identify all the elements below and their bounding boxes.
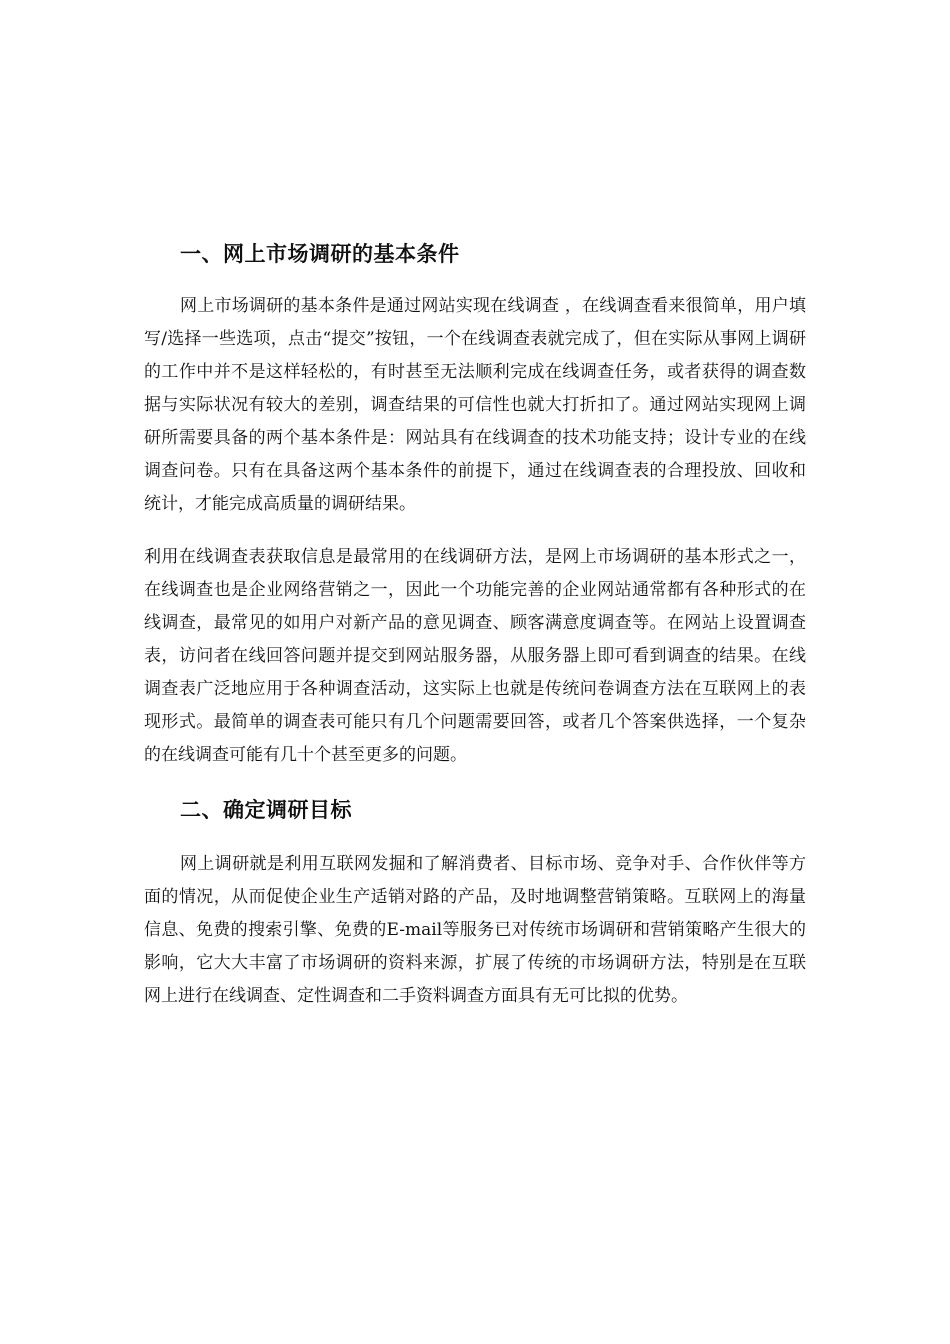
section-2-heading: 二、确定调研目标 — [180, 798, 352, 822]
section-1-heading: 一、网上市场调研的基本条件 — [180, 242, 460, 266]
section-1-paragraph-1: 网上市场调研的基本条件是通过网站实现在线调查 ，在线调查看来很简单，用户填写/选择一些选项，点击“提交”按钮，一个在线调查表就完成了，但在实际从事网上调研的工作中并不是这样轻松的，有时甚至无法顺利完成在线调查任务，或者获得的调查数据与实际状况有较大的差别，调查结果的可信性也就大打折扣了。通过网站实现网上调研所需要具备的两个基本条件是：网站具有在线调查的技术功能支持；设计专业的在线调查问卷。只有在具备这两个基本条件的前提下，通过在线调查表的合理投放、回收和统计，才能完成高质量的调研结果。 — [144, 296, 806, 514]
document-body — [144, 238, 806, 1013]
section-2-paragraph-1: 网上调研就是利用互联网发掘和了解消费者、目标市场、竞争对手、合作伙伴等方面的情况，从而促使企业生产适销对路的产品，及时地调整营销策略。互联网上的海量信息、免费的搜索引擎、免费的E-mail等服务已对传统市场调研和营销策略产生很大的影响，它大大丰富了市场调研的资料来源，扩展了传统的市场调研方法，特别是在互联网上进行在线调查、定性调查和二手资料调查方面具有无可比拟的优势。 — [144, 854, 806, 1006]
section-1-paragraph-2: 利用在线调查表获取信息是最常用的在线调研方法，是网上市场调研的基本形式之一，在线调查也是企业网络营销之一，因此一个功能完善的企业网站通常都有各种形式的在线调查，最常见的如用户对新产品的意见调查、顾客满意度调查等。在网站上设置调查表，访问者在线回答问题并提交到网站服务器，从服务器上即可看到调查的结果。在线调查表广泛地应用于各种调查活动，这实际上也就是传统问卷调查方法在互联网上的表现形式。最简单的调查表可能只有几个问题需要回答，或者几个答案供选择，一个复杂的在线调查可能有几十个甚至更多的问题。 — [144, 547, 806, 765]
